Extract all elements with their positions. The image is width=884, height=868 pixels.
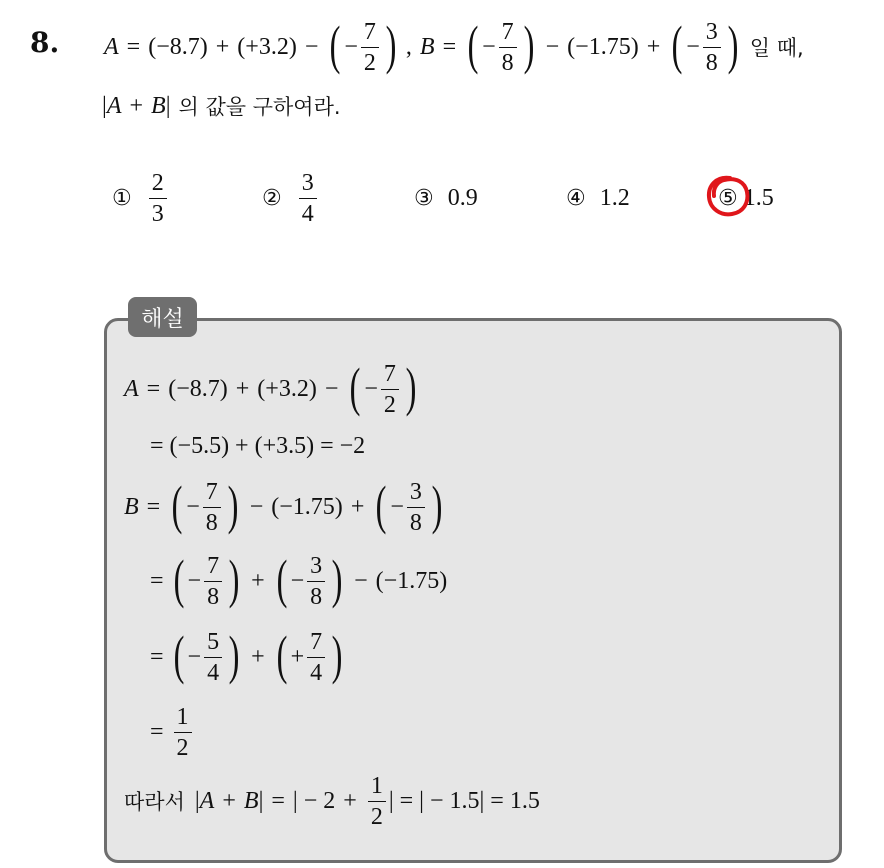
choice-4[interactable] <box>566 184 630 212</box>
answer-circle-mark <box>700 170 756 224</box>
choice-3-value: 0.9 <box>447 184 478 211</box>
solution-line-1: A = (−8.7) + (+3.2) − ( − $\frac{7}{2}$ ) <box>124 357 417 418</box>
solution-line-5: = ( − $\frac{5}{4}$ ) + ( + $\frac{7}{4}$ ) <box>150 625 343 686</box>
choice-1-mark: ① <box>112 185 132 211</box>
solution-line-4: = ( − $\frac{7}{8}$ ) + ( − $\frac{3}{8}$ ) − (−1.75) <box>150 549 448 610</box>
solution-line-6: = $\frac{1}{2}$ <box>150 702 195 762</box>
question-number: 8. <box>30 26 60 59</box>
question-line-1: A = (−8.7) + (+3.2) − ( − $\frac{7}{2}$ ) , B = ( − $\frac{7}{8}$ ) − (−1.75) + ( − $\frac{3}{8}$ ) 일 때, <box>104 15 804 76</box>
choice-5-value: 1.5 <box>743 184 774 211</box>
a-term-1: (−8.7) <box>148 33 208 60</box>
choice-2[interactable] <box>262 168 320 228</box>
solution-line-3: B = ( − $\frac{7}{8}$ ) − (−1.75) + ( − $\frac{3}{8}$ ) <box>124 475 443 536</box>
choice-1[interactable] <box>112 168 170 228</box>
var-a: A <box>104 33 119 60</box>
question-line-2: | A + B | 의 값을 구하여라. <box>102 92 341 119</box>
solution-line-2: = (−5.5) + (+3.5) = −2 <box>150 432 366 459</box>
conclusion-prefix: 따라서 <box>124 790 185 814</box>
choice-4-mark: ④ <box>566 185 586 211</box>
question-connector: 일 때, <box>749 36 804 60</box>
choice-3[interactable] <box>414 184 478 212</box>
choice-2-mark: ② <box>262 185 282 211</box>
solution-conclusion: 따라서 | A + B | = | − 2 + $\frac{1}{2}$ | = | − 1.5| = 1.5 <box>124 772 540 830</box>
b-term-3: ( − $\frac{3}{8}$ ) <box>671 15 739 76</box>
solution-tag: 해설 <box>128 297 197 337</box>
question-suffix: 의 값을 구하여라. <box>178 95 341 119</box>
var-b: B <box>419 33 435 60</box>
choice-1-fraction: $\frac{2}{3}$ <box>149 171 167 226</box>
choice-2-fraction: $\frac{3}{4}$ <box>299 171 317 226</box>
choice-5-mark: ⑤ <box>718 185 738 211</box>
b-term-2: (−1.75) <box>567 33 639 60</box>
a-term-3: ( − $\frac{7}{2}$ ) <box>329 15 397 76</box>
a-term-2: (+3.2) <box>237 33 297 60</box>
b-term-1: ( − $\frac{7}{8}$ ) <box>467 15 535 76</box>
choice-3-mark: ③ <box>414 185 434 211</box>
choice-4-value: 1.2 <box>599 184 630 211</box>
